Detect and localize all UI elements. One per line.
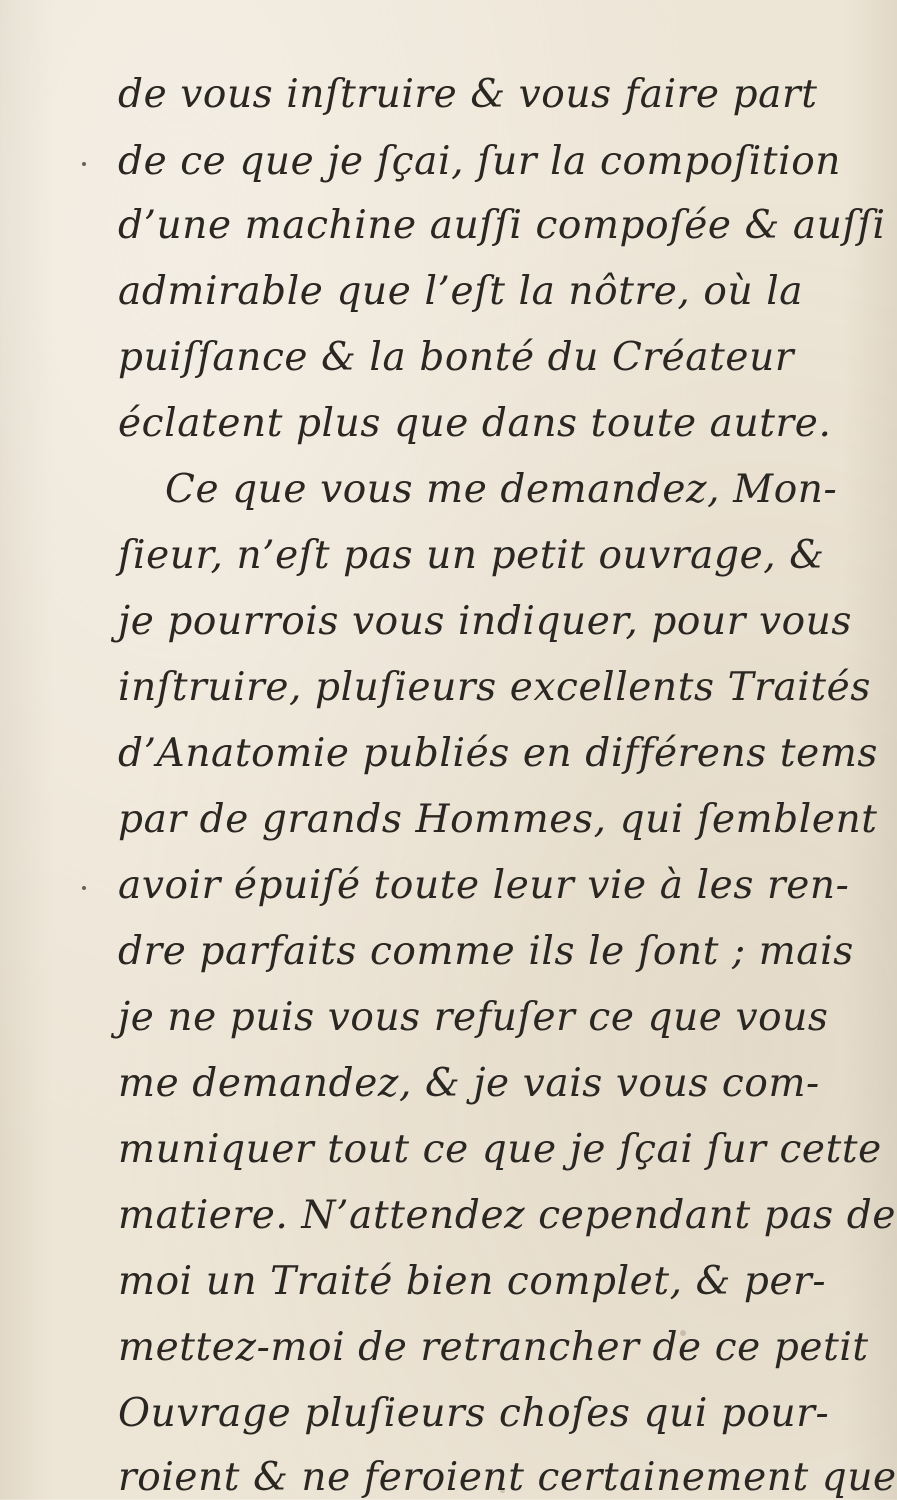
margin-mark (82, 162, 86, 166)
text-line-13: avoir épuiſé toute leur vie à les ren- (118, 863, 850, 908)
text-line-19: moi un Traité bien complet, & per- (118, 1259, 827, 1304)
text-line-3: d’une machine auſſi compoſée & auſſi (118, 203, 886, 248)
text-line-22: roient & ne feroient certainement que (118, 1455, 897, 1500)
text-line-1: de vous inſtruire & vous faire part (118, 72, 818, 117)
text-line-12: par de grands Hommes, qui ſemblent (118, 797, 878, 842)
text-line-7: Ce que vous me demandez, Mon- (165, 467, 838, 512)
text-line-2: de ce que je ſçai, ſur la compoſition (118, 139, 841, 184)
text-line-9: je pourrois vous indiquer, pour vous (118, 599, 853, 644)
text-line-21: Ouvrage pluſieurs choſes qui pour- (118, 1391, 830, 1436)
text-line-20: mettez-moi de retrancher de ce petit (118, 1325, 869, 1370)
text-line-10: inſtruire, pluſieurs excellents Traités (118, 665, 871, 710)
text-line-6: éclatent plus que dans toute autre. (118, 401, 832, 446)
paper-speck (680, 1330, 686, 1336)
text-line-14: dre parfaits comme ils le ſont ; mais (118, 929, 854, 974)
paper-speck (500, 1490, 505, 1493)
text-line-18: matiere. N’attendez cependant pas de (118, 1193, 897, 1238)
text-line-4: admirable que l’eſt la nôtre, où la (118, 269, 804, 314)
margin-mark (82, 886, 86, 890)
text-line-16: me demandez, & je vais vous com- (118, 1061, 820, 1106)
text-line-17: muniquer tout ce que je ſçai ſur cette (118, 1127, 882, 1172)
text-line-5: puiſſance & la bonté du Créateur (118, 335, 795, 380)
text-line-8: ſieur, n’eſt pas un petit ouvrage, & (118, 533, 825, 578)
text-line-15: je ne puis vous refuſer ce que vous (118, 995, 829, 1040)
text-line-11: d’Anatomie publiés en différens tems (118, 731, 879, 776)
